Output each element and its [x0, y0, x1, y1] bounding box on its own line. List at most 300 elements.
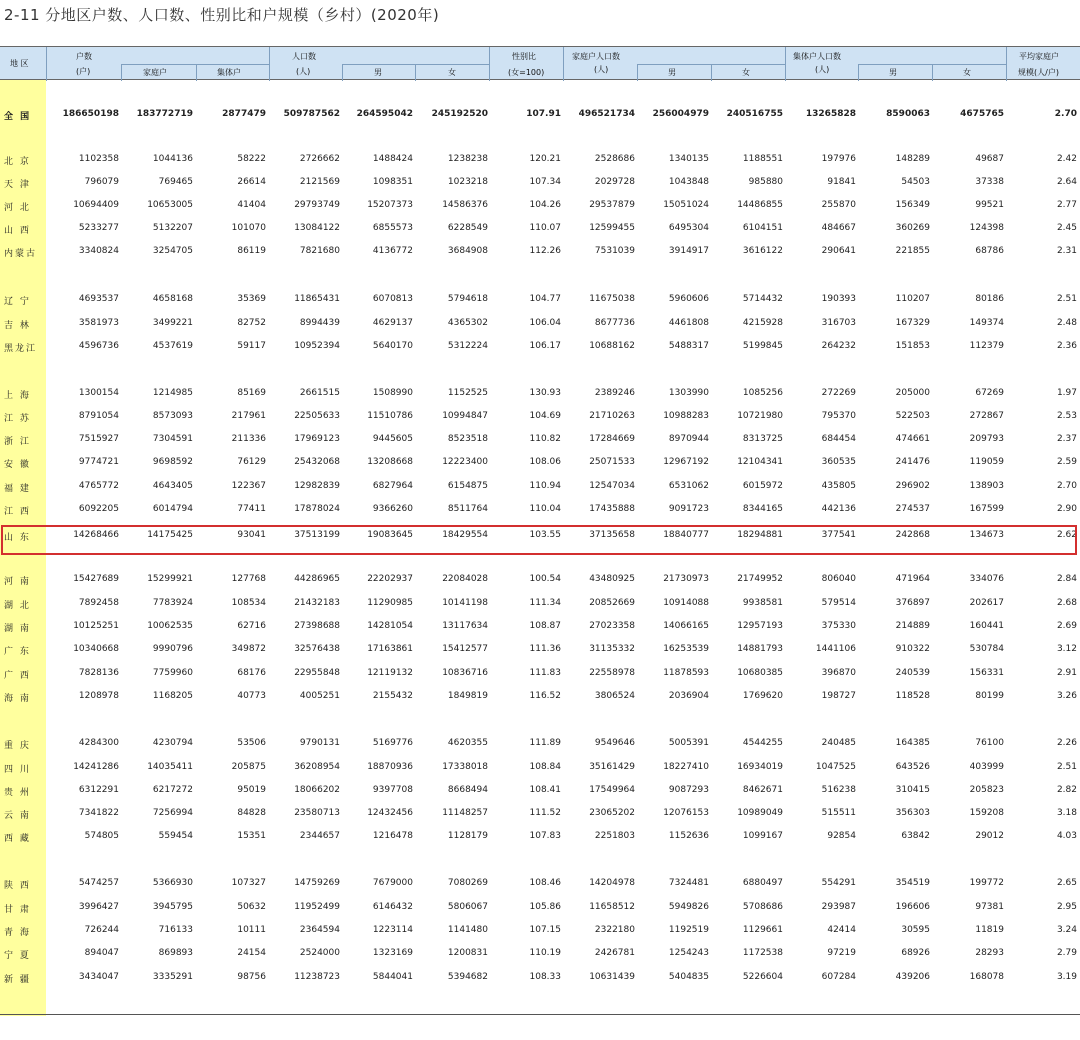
table-cell: 21730973 [663, 574, 709, 584]
table-cell: 68176 [237, 668, 266, 678]
table-cell: 272269 [821, 388, 856, 398]
table-cell: 3335291 [152, 972, 193, 982]
table-cell: 108.87 [529, 621, 561, 631]
table-cell: 2524000 [299, 948, 340, 958]
table-cell: 1098351 [372, 177, 413, 187]
table-cell: 15051024 [663, 200, 709, 210]
table-cell: 4544255 [742, 738, 783, 748]
table-cell: 22505633 [294, 411, 340, 421]
table-cell: 19083645 [367, 530, 413, 540]
table-row [0, 640, 1080, 662]
table-cell: 5960606 [668, 294, 709, 304]
table-cell: 7324481 [668, 878, 709, 888]
table-cell: 4215928 [742, 318, 783, 328]
table-cell: 13265828 [805, 109, 856, 119]
header-avg-size: 平均家庭户 [1019, 52, 1059, 61]
table-cell: 2389246 [594, 388, 635, 398]
table-cell: 118528 [895, 691, 930, 701]
table-cell: 2.65 [1056, 878, 1077, 888]
table-cell: 264595042 [356, 109, 413, 119]
table-cell: 22558978 [589, 668, 635, 678]
table-cell: 1214985 [152, 388, 193, 398]
table-cell: 985880 [748, 177, 783, 187]
table-cell: 1188551 [742, 154, 783, 164]
table-cell: 1208978 [78, 691, 119, 701]
table-cell: 62716 [237, 621, 266, 631]
table-cell: 3.12 [1056, 644, 1077, 654]
table-cell: 7080269 [447, 878, 488, 888]
table-cell: 240539 [895, 668, 930, 678]
table-cell: 403999 [969, 762, 1004, 772]
table-cell: 167329 [895, 318, 930, 328]
table-cell: 4005251 [299, 691, 340, 701]
table-cell: 5708686 [742, 902, 783, 912]
table-row [0, 687, 1080, 709]
table-cell: 7341822 [78, 808, 119, 818]
table-cell: 22084028 [442, 574, 488, 584]
table-cell: 4230794 [152, 738, 193, 748]
bottom-rule [0, 1014, 1080, 1015]
table-cell: 44286965 [294, 574, 340, 584]
table-cell: 5169776 [372, 738, 413, 748]
table-cell: 5714432 [742, 294, 783, 304]
table-row [0, 196, 1080, 218]
header-family-pop-female: 女 [742, 68, 750, 77]
table-cell: 2.77 [1056, 200, 1077, 210]
region-name: 江 西 [4, 507, 31, 517]
table-cell: 95019 [237, 785, 266, 795]
region-name: 吉 林 [4, 321, 31, 331]
table-cell: 35161429 [589, 762, 635, 772]
table-cell: 8462671 [742, 785, 783, 795]
table-cell: 5199845 [742, 341, 783, 351]
table-cell: 3434047 [78, 972, 119, 982]
header-population-unit: (人) [296, 67, 311, 76]
table-cell: 21749952 [737, 574, 783, 584]
table-cell: 1323169 [372, 948, 413, 958]
region-name: 黑龙江 [4, 344, 38, 354]
table-cell: 12076153 [663, 808, 709, 818]
table-cell: 6070813 [372, 294, 413, 304]
table-cell: 3581973 [78, 318, 119, 328]
table-cell: 2344657 [299, 831, 340, 841]
table-cell: 16934019 [737, 762, 783, 772]
header-collective-pop-female: 女 [963, 68, 971, 77]
region-name: 贵 州 [4, 788, 31, 798]
header-collective-pop: 集体户人口数 [793, 52, 841, 61]
table-cell: 8970944 [668, 434, 709, 444]
region-name: 宁 夏 [4, 951, 31, 961]
table-cell: 12599455 [589, 223, 635, 233]
table-cell: 10914088 [663, 598, 709, 608]
table-cell: 9549646 [594, 738, 635, 748]
table-cell: 36208954 [294, 762, 340, 772]
table-cell: 360269 [895, 223, 930, 233]
region-name: 河 北 [4, 203, 31, 213]
table-cell: 156349 [895, 200, 930, 210]
table-cell: 1043848 [668, 177, 709, 187]
table-row [0, 617, 1080, 639]
table-cell: 10721980 [737, 411, 783, 421]
table-cell: 105.86 [529, 902, 561, 912]
table-cell: 5806067 [447, 902, 488, 912]
header-collective-households: 集体户 [217, 68, 241, 77]
table-cell: 54503 [901, 177, 930, 187]
table-cell: 14486855 [737, 200, 783, 210]
table-cell: 198727 [821, 691, 856, 701]
table-cell: 6015972 [742, 481, 783, 491]
table-cell: 9087293 [668, 785, 709, 795]
table-cell: 76129 [237, 457, 266, 467]
table-cell: 12982839 [294, 481, 340, 491]
table-cell: 59117 [237, 341, 266, 351]
table-cell: 2.45 [1056, 223, 1077, 233]
table-cell: 168078 [969, 972, 1004, 982]
table-row [0, 968, 1080, 990]
table-cell: 5794618 [447, 294, 488, 304]
table-row [0, 314, 1080, 336]
table-cell: 3.19 [1056, 972, 1077, 982]
table-cell: 5005391 [668, 738, 709, 748]
table-cell: 197976 [821, 154, 856, 164]
table-cell: 111.52 [529, 808, 561, 818]
table-row [0, 944, 1080, 966]
header-households-unit: (户) [76, 67, 91, 76]
table-cell: 10340668 [73, 644, 119, 654]
table-cell: 356303 [895, 808, 930, 818]
table-cell: 2029728 [594, 177, 635, 187]
table-cell: 5366930 [152, 878, 193, 888]
table-cell: 2.68 [1056, 598, 1077, 608]
table-cell: 376897 [895, 598, 930, 608]
statistics-table [0, 46, 1080, 1016]
table-cell: 439206 [895, 972, 930, 982]
table-cell: 14066165 [663, 621, 709, 631]
header-family-households: 家庭户 [143, 68, 167, 77]
header-sex-ratio: 性别比 [512, 52, 536, 61]
table-cell: 17284669 [589, 434, 635, 444]
table-cell: 10111 [237, 925, 266, 935]
table-cell: 9091723 [668, 504, 709, 514]
table-cell: 910322 [895, 644, 930, 654]
table-cell: 120.21 [529, 154, 561, 164]
region-name: 广 东 [4, 647, 31, 657]
table-cell: 10952394 [294, 341, 340, 351]
table-cell: 26614 [237, 177, 266, 187]
table-cell: 9397708 [372, 785, 413, 795]
table-row [0, 664, 1080, 686]
table-row [0, 173, 1080, 195]
table-cell: 2.79 [1056, 948, 1077, 958]
table-cell: 76100 [975, 738, 1004, 748]
table-cell: 11819 [975, 925, 1004, 935]
table-cell: 14586376 [442, 200, 488, 210]
table-cell: 4693537 [78, 294, 119, 304]
table-header [0, 46, 1080, 80]
table-cell: 7828136 [78, 668, 119, 678]
table-cell: 360535 [821, 457, 856, 467]
region-name: 甘 肃 [4, 905, 31, 915]
region-name: 四 川 [4, 765, 31, 775]
table-cell: 32576438 [294, 644, 340, 654]
region-name: 安 徽 [4, 460, 31, 470]
table-cell: 17163861 [367, 644, 413, 654]
table-cell: 190393 [821, 294, 856, 304]
table-cell: 149374 [969, 318, 1004, 328]
table-cell: 11878593 [663, 668, 709, 678]
table-cell: 202617 [969, 598, 1004, 608]
table-cell: 1102358 [78, 154, 119, 164]
table-cell: 894047 [84, 948, 119, 958]
table-cell: 1023218 [447, 177, 488, 187]
table-cell: 607284 [821, 972, 856, 982]
region-name: 江 苏 [4, 414, 31, 424]
table-cell: 98756 [237, 972, 266, 982]
table-cell: 2.82 [1056, 785, 1077, 795]
table-cell: 1238238 [447, 154, 488, 164]
table-cell: 103.55 [529, 530, 561, 540]
table-cell: 12432456 [367, 808, 413, 818]
table-cell: 2251803 [594, 831, 635, 841]
table-cell: 8668494 [447, 785, 488, 795]
table-cell: 3996427 [78, 902, 119, 912]
table-cell: 795370 [821, 411, 856, 421]
table-cell: 77411 [237, 504, 266, 514]
table-cell: 8590063 [886, 109, 930, 119]
table-cell: 67269 [975, 388, 1004, 398]
table-row [0, 827, 1080, 849]
table-cell: 17338018 [442, 762, 488, 772]
table-cell: 12104341 [737, 457, 783, 467]
table-cell: 12957193 [737, 621, 783, 631]
table-cell: 37135658 [589, 530, 635, 540]
table-row [0, 384, 1080, 406]
table-cell: 14881793 [737, 644, 783, 654]
table-cell: 29537879 [589, 200, 635, 210]
table-cell: 2426781 [594, 948, 635, 958]
table-cell: 107.15 [529, 925, 561, 935]
table-cell: 5226604 [742, 972, 783, 982]
region-name: 上 海 [4, 391, 31, 401]
table-cell: 2661515 [299, 388, 340, 398]
table-cell: 8313725 [742, 434, 783, 444]
table-cell: 58222 [237, 154, 266, 164]
table-cell: 13117634 [442, 621, 488, 631]
table-cell: 8677736 [594, 318, 635, 328]
table-cell: 110.82 [529, 434, 561, 444]
table-cell: 101070 [231, 223, 266, 233]
table-cell: 354519 [895, 878, 930, 888]
header-region: 地 区 [10, 59, 29, 68]
table-cell: 316703 [821, 318, 856, 328]
table-cell: 9790131 [299, 738, 340, 748]
table-cell: 6104151 [742, 223, 783, 233]
table-cell: 2.37 [1056, 434, 1077, 444]
table-cell: 12967192 [663, 457, 709, 467]
region-name: 天 津 [4, 180, 31, 190]
table-cell: 11658512 [589, 902, 635, 912]
table-cell: 49687 [975, 154, 1004, 164]
table-cell: 50632 [237, 902, 266, 912]
table-cell: 11148257 [442, 808, 488, 818]
table-cell: 4765772 [78, 481, 119, 491]
table-cell: 7531039 [594, 246, 635, 256]
table-cell: 6014794 [152, 504, 193, 514]
table-cell: 130.93 [529, 388, 561, 398]
table-cell: 24154 [237, 948, 266, 958]
table-cell: 7256994 [152, 808, 193, 818]
table-cell: 1303990 [668, 388, 709, 398]
table-cell: 9445605 [372, 434, 413, 444]
table-cell: 2.53 [1056, 411, 1077, 421]
table-cell: 2.51 [1056, 294, 1077, 304]
table-cell: 5949826 [668, 902, 709, 912]
table-cell: 7783924 [152, 598, 193, 608]
table-cell: 111.83 [529, 668, 561, 678]
table-cell: 245192520 [431, 109, 488, 119]
table-cell: 3914917 [668, 246, 709, 256]
table-cell: 97219 [827, 948, 856, 958]
table-cell: 10680385 [737, 668, 783, 678]
table-cell: 2.59 [1056, 457, 1077, 467]
region-name: 湖 北 [4, 601, 31, 611]
table-cell: 10988283 [663, 411, 709, 421]
table-cell: 17878024 [294, 504, 340, 514]
table-row [0, 781, 1080, 803]
table-cell: 256004979 [652, 109, 709, 119]
table-cell: 159208 [969, 808, 1004, 818]
header-family-pop: 家庭户人口数 [572, 52, 620, 61]
table-cell: 4643405 [152, 481, 193, 491]
region-name: 内蒙古 [4, 249, 38, 259]
table-cell: 14241286 [73, 762, 119, 772]
table-cell: 6154875 [447, 481, 488, 491]
table-cell: 27023358 [589, 621, 635, 631]
table-cell: 496521734 [578, 109, 635, 119]
table-cell: 7515927 [78, 434, 119, 444]
table-cell: 11952499 [294, 902, 340, 912]
table-cell: 14281054 [367, 621, 413, 631]
table-cell: 5488317 [668, 341, 709, 351]
table-cell: 41404 [237, 200, 266, 210]
table-cell: 108.33 [529, 972, 561, 982]
table-cell: 2528686 [594, 154, 635, 164]
table-cell: 2.64 [1056, 177, 1077, 187]
table-cell: 7679000 [372, 878, 413, 888]
table-cell: 112379 [969, 341, 1004, 351]
table-cell: 1192519 [668, 925, 709, 935]
table-cell: 6880497 [742, 878, 783, 888]
header-collective-pop-unit: (人) [815, 65, 830, 74]
table-cell: 1254243 [668, 948, 709, 958]
table-cell: 167599 [969, 504, 1004, 514]
table-cell: 4461808 [668, 318, 709, 328]
region-name: 全 国 [4, 112, 32, 122]
table-cell: 92854 [827, 831, 856, 841]
table-cell: 7759960 [152, 668, 193, 678]
table-cell: 5312224 [447, 341, 488, 351]
table-cell: 108.84 [529, 762, 561, 772]
table-cell: 11865431 [294, 294, 340, 304]
table-cell: 7892458 [78, 598, 119, 608]
table-cell: 17435888 [589, 504, 635, 514]
table-cell: 11238723 [294, 972, 340, 982]
table-cell: 127768 [231, 574, 266, 584]
table-cell: 10062535 [147, 621, 193, 631]
table-cell: 97381 [975, 902, 1004, 912]
header-sex-ratio-unit: (女=100) [508, 68, 545, 77]
table-cell: 8344165 [742, 504, 783, 514]
table-cell: 10836716 [442, 668, 488, 678]
table-cell: 5640170 [372, 341, 413, 351]
table-cell: 1099167 [742, 831, 783, 841]
table-cell: 183772719 [136, 109, 193, 119]
table-cell: 240516755 [726, 109, 783, 119]
table-cell: 242868 [895, 530, 930, 540]
table-cell: 1152636 [668, 831, 709, 841]
table-cell: 10688162 [589, 341, 635, 351]
table-cell: 68926 [901, 948, 930, 958]
table-cell: 22955848 [294, 668, 340, 678]
table-cell: 107.34 [529, 177, 561, 187]
table-cell: 106.17 [529, 341, 561, 351]
table-cell: 124398 [969, 223, 1004, 233]
table-cell: 6217272 [152, 785, 193, 795]
table-cell: 99521 [975, 200, 1004, 210]
table-cell: 4629137 [372, 318, 413, 328]
table-cell: 3254705 [152, 246, 193, 256]
table-row [0, 150, 1080, 172]
table-cell: 2.31 [1056, 246, 1077, 256]
table-cell: 86119 [237, 246, 266, 256]
table-cell: 5844041 [372, 972, 413, 982]
table-cell: 1300154 [78, 388, 119, 398]
table-cell: 1508990 [372, 388, 413, 398]
table-cell: 104.77 [529, 294, 561, 304]
header-households: 户数 [76, 52, 92, 61]
region-name: 福 建 [4, 484, 31, 494]
table-cell: 3.26 [1056, 691, 1077, 701]
table-cell: 2.90 [1056, 504, 1077, 514]
table-row [0, 500, 1080, 522]
table-cell: 21432183 [294, 598, 340, 608]
table-cell: 1.97 [1056, 388, 1077, 398]
table-cell: 17549964 [589, 785, 635, 795]
table-cell: 205000 [895, 388, 930, 398]
table-cell: 31135332 [589, 644, 635, 654]
table-cell: 82752 [237, 318, 266, 328]
table-cell: 310415 [895, 785, 930, 795]
table-cell: 110.19 [529, 948, 561, 958]
table-cell: 2121569 [299, 177, 340, 187]
table-row [0, 898, 1080, 920]
table-cell: 10994847 [442, 411, 488, 421]
table-row [0, 874, 1080, 896]
table-cell: 4620355 [447, 738, 488, 748]
table-cell: 148289 [895, 154, 930, 164]
table-cell: 3945795 [152, 902, 193, 912]
table-cell: 3806524 [594, 691, 635, 701]
table-cell: 3616122 [742, 246, 783, 256]
table-cell: 2036904 [668, 691, 709, 701]
table-cell: 8523518 [447, 434, 488, 444]
table-cell: 1128179 [447, 831, 488, 841]
table-cell: 8994439 [299, 318, 340, 328]
table-cell: 2.70 [1054, 109, 1077, 119]
region-name: 浙 江 [4, 437, 31, 447]
region-name: 青 海 [4, 928, 31, 938]
table-cell: 6531062 [668, 481, 709, 491]
